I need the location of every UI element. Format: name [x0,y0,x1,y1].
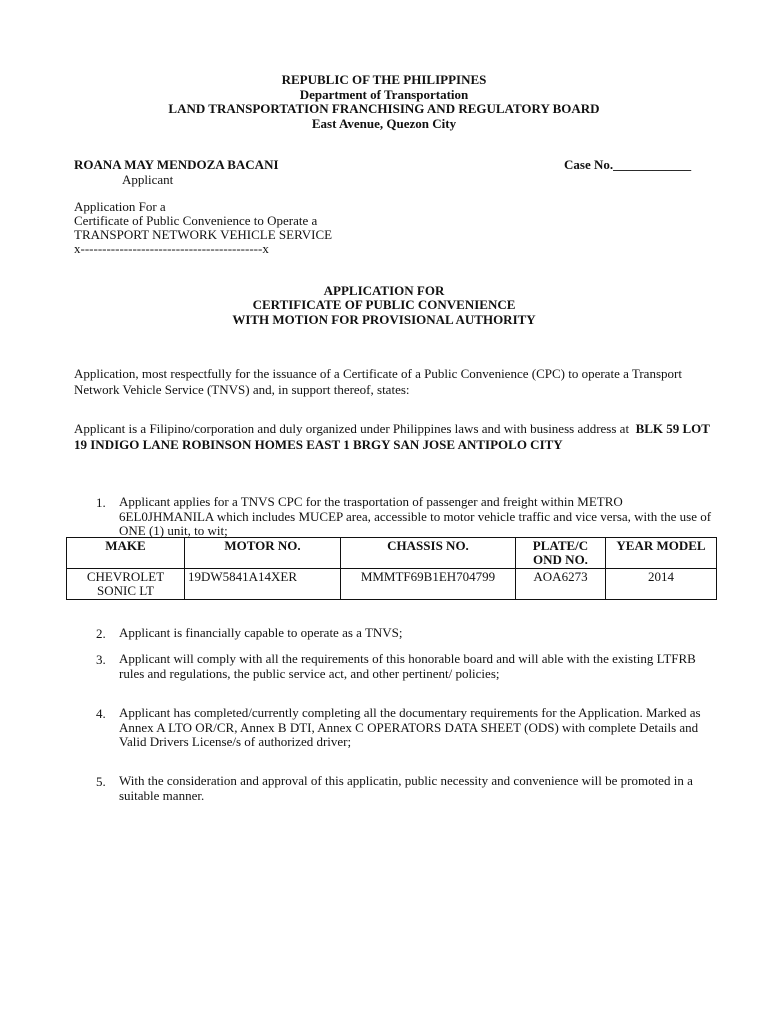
cell-chassis-no: MMMTF69B1EH704799 [341,569,516,600]
item-5-number: 5. [96,774,106,789]
service-line: TRANSPORT NETWORK VEHICLE SERVICE [74,227,333,242]
cell-motor-no: 19DW5841A14XER [185,569,341,600]
title-line-2: CERTIFICATE OF PUBLIC CONVENIENCE [252,297,516,312]
item-3-number: 3. [96,652,106,667]
header-department: Department of Transportation [299,87,469,102]
certificate-line: Certificate of Public Convenience to Operate a [74,213,318,228]
caption-separator: x------------------------------------------x [74,241,269,256]
case-number: Case No.____________ [564,157,692,172]
title-line-3: WITH MOTION FOR PROVISIONAL AUTHORITY [232,312,536,327]
item-4-number: 4. [96,706,106,721]
applicant-label: Applicant [122,172,174,187]
units-table-header-row [67,538,717,569]
item-1-number: 1. [96,495,106,510]
business-address: BLK 59 LOT 19 INDIGO LANE ROBINSON HOMES EAST 1 BRGY SAN JOSE ANTIPOLO CITY [74,421,710,452]
item-5-text: With the consideration and approval of this applicatin, public necessity and convenience will be promoted in a suitable manner. [119,773,693,803]
col-plate-no: PLATE/C OND NO. [516,538,606,569]
item-2-text: Applicant is financially capable to operate as a TNVS; [119,625,403,640]
header-address: East Avenue, Quezon City [311,116,457,131]
col-chassis-no: CHASSIS NO. [341,538,516,569]
title-line-1: APPLICATION FOR [323,283,445,298]
item-3-text: Applicant will comply with all the requirements of this honorable board and will able with the existing LTFRB rules and regulations, the public service act, and other pertinent/ policies; [119,651,696,681]
cell-year-model: 2014 [606,569,717,600]
table-row [67,569,717,600]
header-board: LAND TRANSPORTATION FRANCHISING AND REGULATORY BOARD [168,101,600,116]
col-motor-no: MOTOR NO. [185,538,341,569]
application-for-line: Application For a [74,199,166,214]
applicant-name: ROANA MAY MENDOZA BACANI [74,157,279,172]
col-make: MAKE [67,538,185,569]
item-4-text: Applicant has completed/currently completing all the documentary requirements for the Application. Marked as Annex A LTO OR/CR, Annex B DTI, Annex C OPERATORS DATA SHEET (ODS) with complete Details and Valid Drivers License/s of authorized driver; [119,705,701,749]
item-2-number: 2. [96,626,106,641]
units-table [66,537,717,600]
address-paragraph [74,421,714,453]
col-year-model: YEAR MODEL [606,538,717,569]
item-1-text: Applicant applies for a TNVS CPC for the trasportation of passenger and freight within METRO 6EL0JHMANILA which includes MUCEP area, accessible to motor vehicle traffic and vice versa, with the use of ONE (1) unit, to wit; [119,495,712,537]
cell-make: CHEVROLET SONIC LT [67,569,185,600]
cell-plate-no: AOA6273 [516,569,606,600]
header-republic: REPUBLIC OF THE PHILIPPINES [281,72,487,87]
address-lead: Applicant is a Filipino/corporation and duly organized under Philippines laws and with business address at [74,421,630,436]
intro-paragraph: Application, most respectfully for the issuance of a Certificate of a Public Convenience (CPC) to operate a Transport Network Vehicle Service (TNVS) and, in support thereof, states: [74,366,682,397]
